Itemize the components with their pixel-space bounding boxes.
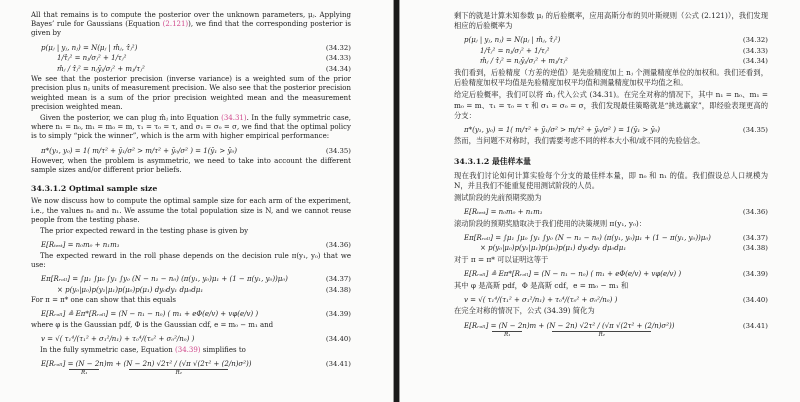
text-run: 剩下的就是计算未知参数 μⱼ 的后验概率，应用高斯分布的贝叶斯规则（公式 (2.121)），我们发现相应的后验概率为: [454, 11, 768, 31]
text-run: simplifies to: [200, 345, 246, 354]
paragraph: [454, 193, 768, 203]
equation-line: [454, 55, 768, 66]
paragraph: [454, 11, 768, 31]
equation-body: p(μⱼ | yⱼ, nⱼ) = N(μⱼ | m̂ⱼ, τ̂ⱼ²): [41, 43, 138, 52]
text-run: 给定后验概率，我们可以将 m̂ⱼ 代入公式 (34.31)。在完全对称的情况下，其中 n₁ = n₀、m₁ = m₀ = m、τ₁ = τ₀ = τ 和 σ₁ = σ₀ = σ，我们发现最佳策略就是“挑选赢家”，即经验表现更高的分支：: [454, 90, 768, 120]
equation-number: (34.36): [325, 241, 351, 250]
paragraph: [31, 296, 351, 305]
page-left-english: [0, 0, 393, 402]
equation-line: [31, 144, 351, 155]
text-run: In the fully symmetric case, Equation: [40, 345, 176, 354]
equation-number: (34.38): [325, 285, 351, 294]
paragraph: [454, 171, 768, 191]
equation-body: m̂ⱼ / τ̂ⱼ² = nⱼȳⱼ/σⱼ² + mⱼ/τⱼ²: [57, 64, 145, 73]
equation-line: [454, 319, 768, 330]
equation-body: 1/τ̂ⱼ² = nⱼ/σⱼ² + 1/τⱼ²: [57, 54, 127, 63]
equation-number: (34.40): [742, 295, 768, 304]
text-run: However, when the problem is asymmetric, we need to take into account the different sample sizes and/or different prior beliefs.: [31, 157, 351, 175]
equation-number: (34.41): [325, 359, 351, 368]
equation-body: E[Rᵣₒₗₗ] = (N − 2n)m + (N − 2n) √2τ² / (√π √(2τ² + (2/n)σ²)): [41, 359, 252, 368]
equation-number: (34.32): [742, 36, 768, 45]
equation-ref-link[interactable]: (34.31): [221, 113, 247, 122]
equation-line: [454, 268, 768, 279]
equation-number: (34.38): [742, 244, 768, 253]
equation-number: (34.39): [325, 310, 351, 319]
equation-block: [31, 308, 351, 319]
paragraph: [31, 321, 351, 330]
equation-number: (34.37): [325, 275, 351, 284]
equation-block: [454, 206, 768, 217]
text-run: . In the fully symmetric case, where n₁ = n₀, m₁ = m₀ = m, τ₁ = τ₀ = τ, and σ₁ = σ₀ = σ, we find that the optimal policy is to simply “pick the winner”, which is the arm with higher empirical performance:: [31, 113, 351, 141]
equation-body: E[Rᵣₒₗₗ] = (N − 2n)m + (N − 2n) √2τ² / (√π √(2τ² + (2/n)σ²)): [464, 321, 675, 330]
text-run: We now discuss how to compute the optimal sample size for each arm of the experiment, i.e., the values n₀ and n₁. We assume the total population size is N, and we cannot reuse people from the testing phase.: [31, 197, 351, 224]
text-run: 然而，当问题不对称时，我们需要考虑不同的样本大小和/或不同的先验信念。: [454, 136, 705, 146]
equation-body: Eπ[Rᵣₒₗₗ] = ∫μ₁ ∫μ₀ ∫y₁ ∫y₀ (N − n₁ − n₀) (π(y₁, y₀)μ₁ + (1 − π(y₁, y₀))μ₀): [41, 275, 288, 284]
paragraph: [31, 197, 351, 225]
equation-body: v = √( τ₁⁴/(τ₁² + σ₁²/n₁) + τ₀⁴/(τ₀² + σ₀²/n₀) ): [464, 295, 618, 304]
equation-line: [31, 62, 351, 73]
text-run: 在完全对称的情况下，公式 (34.39) 简化为: [454, 306, 595, 316]
paragraph: [31, 346, 351, 355]
equation-line: [31, 273, 351, 284]
paragraph: [454, 255, 768, 265]
paragraph: [454, 219, 768, 229]
equation-number: (34.33): [742, 46, 768, 55]
equation-line: [31, 239, 351, 250]
equation-body: Eπ[Rᵣₒₗₗ] = ∫μ₁ ∫μ₀ ∫y₁ ∫y₀ (N − n₁ − n₀) (π(y₁, y₀)μ₁ + (1 − π(y₁, y₀))μ₀): [464, 233, 711, 242]
equation-line: [454, 123, 768, 134]
equation-block: [31, 144, 351, 155]
underbrace-label: R̂₂: [552, 331, 650, 338]
underbrace-label: R̂₁: [492, 331, 522, 338]
equation-line: [454, 206, 768, 217]
equation-number: (34.32): [325, 43, 351, 52]
equation-number: (34.36): [742, 208, 768, 217]
paragraph: [454, 281, 768, 291]
page-divider: [393, 0, 400, 402]
equation-body: π*(y₁, y₀) = 1( m/τ² + ȳ₁/σ² > m/τ² + ȳ₀/σ² ) = 1(ȳ₁ > ȳ₀): [464, 125, 660, 134]
paragraph: [31, 114, 351, 142]
equation-block: [31, 273, 351, 294]
equation-number: (34.34): [325, 64, 351, 73]
equation-line: [31, 41, 351, 52]
text-run: For π = π* one can show that this equals: [31, 296, 176, 305]
text-run: 滚动阶段的预期奖励取决于我们使用的决策规则 π(y₁, y₀)：: [454, 218, 647, 228]
equation-body: π*(y₁, y₀) = 1( m/τ² + ȳ₁/σ² > m/τ² + ȳ₀/σ² ) = 1(ȳ₁ > ȳ₀): [41, 146, 237, 155]
underbrace-labels: [31, 369, 351, 376]
text-run: where φ is the Gaussian pdf, Φ is the Gaussian cdf, e = m₀ − m₁ and: [31, 320, 274, 329]
equation-block: [454, 34, 768, 66]
text-run: 对于 π = π* 可以证明这等于: [454, 254, 549, 264]
text-run: We see that the posterior precision (inverse variance) is a weighted sum of the prior precision plus nⱼ units of measurement precision. We also see that the posterior precision weighted mean is a sum of the prior precision weighted mean and the measurement precision weighted mean.: [31, 75, 351, 111]
equation-line: [31, 283, 351, 294]
equation-block: [454, 293, 768, 304]
equation-number: (34.34): [742, 57, 768, 66]
equation-block: [454, 123, 768, 134]
equation-line: [454, 34, 768, 45]
paragraph: [31, 157, 351, 175]
text-run: The prior expected reward in the testing phase is given by: [40, 227, 249, 236]
page-right-chinese: [400, 0, 800, 402]
equation-number: (34.41): [742, 321, 768, 330]
paragraph: [31, 11, 351, 39]
paragraph: [454, 68, 768, 88]
equation-number: (34.35): [325, 146, 351, 155]
equation-body: × p(y₀|μ₀)p(y₁|μ₁)p(μ₀)p(μ₁) dy₀dy₁ dμ₀dμ₁: [57, 285, 204, 294]
equation-body: E[Rₜₑₛₜ] = n₀m₀ + n₁m₁: [41, 241, 120, 250]
equation-number: (34.37): [742, 233, 768, 242]
equation-body: E[Rᵣₒₗₗ] ≜ Eπ*[Rᵣₒₗₗ] = (N − n₁ − n₀) ( m₁ + eΦ(e/v) + vφ(e/v) ): [41, 310, 259, 319]
equation-line: [31, 52, 351, 63]
equation-number: (34.33): [325, 54, 351, 63]
text-run: 测试阶段的先前预期奖励为: [454, 193, 542, 203]
equation-body: E[Rᵣₒₗₗ] ≜ Eπ*[Rᵣₒₗₗ] = (N − n₁ − n₀) ( m₁ + eΦ(e/v) + vφ(e/v) ): [464, 270, 682, 279]
equation-block: [31, 333, 351, 344]
paragraph: [454, 306, 768, 316]
equation-line: [31, 308, 351, 319]
paragraph: [31, 252, 351, 270]
equation-line: [31, 357, 351, 368]
equation-line: [454, 44, 768, 55]
equation-ref-link[interactable]: (2.121): [162, 20, 189, 29]
equation-body: p(μⱼ | yⱼ, nⱼ) = N(μⱼ | m̂ⱼ, τ̂ⱼ²): [464, 36, 561, 45]
underbrace-labels: [454, 331, 768, 338]
equation-ref-link[interactable]: (34.39): [175, 345, 201, 354]
paragraph: [454, 136, 768, 146]
equation-body: 1/τ̂ⱼ² = nⱼ/σⱼ² + 1/τⱼ²: [480, 46, 550, 55]
equation-line: [454, 293, 768, 304]
text-run: 我们看到，后验精度（方差的逆值）是先验精度加上 nⱼ 个测量精度单位的加权和。我们还看到，后验精度加权平均值是先验精度加权平均值和测量精度加权平均值之和。: [454, 67, 768, 88]
paragraph: [454, 90, 768, 121]
equation-block: [454, 268, 768, 279]
section-heading: 34.3.1.2 Optimal sample size: [31, 184, 158, 194]
equation-block: [31, 239, 351, 250]
equation-body: m̂ⱼ / τ̂ⱼ² = nⱼȳⱼ/σⱼ² + mⱼ/τⱼ²: [480, 57, 568, 66]
equation-line: [454, 231, 768, 242]
text-run: The expected reward in the roll phase depends on the decision rule π(y₁, y₀) that we use:: [31, 251, 351, 269]
equation-body: × p(y₀|μ₀)p(y₁|μ₁)p(μ₀)p(μ₁) dy₀dy₁ dμ₀dμ₁: [480, 244, 627, 253]
equation-body: v = √( τ₁⁴/(τ₁² + σ₁²/n₁) + τ₀⁴/(τ₀² + σ₀²/n₀) ): [41, 335, 195, 344]
underbrace-label: R̂₂: [129, 369, 227, 376]
equation-line: [31, 333, 351, 344]
paragraph: [31, 227, 351, 236]
equation-body: E[Rₜₑₛₜ] = n₀m₀ + n₁m₁: [464, 208, 543, 217]
equation-number: (34.35): [742, 125, 768, 134]
equation-block: [454, 231, 768, 252]
equation-block: [454, 319, 768, 338]
equation-number: (34.40): [325, 335, 351, 344]
underbrace-label: R̂₁: [69, 369, 99, 376]
paragraph: [31, 75, 351, 112]
equation-line: [454, 242, 768, 253]
section-heading: 34.3.1.2 最佳样本量: [454, 156, 531, 166]
text-run: 现在我们讨论如何计算实验每个分支的最佳样本量，即 n₀ 和 n₁ 的值。我们假设总人口规模为 N，并且我们不能重复使用测试阶段的人员。: [454, 170, 768, 190]
text-run: 其中 φ 是高斯 pdf，Φ 是高斯 cdf，e = m₀ − m₁ 和: [454, 280, 629, 290]
equation-number: (34.39): [742, 270, 768, 279]
text-run: Given the posterior, we can plug m̂ⱼ into Equation: [40, 113, 222, 122]
text-run: ), we find that the corresponding posterior is given by: [31, 20, 351, 38]
equation-block: [31, 357, 351, 376]
equation-block: [31, 41, 351, 73]
text-run: All that remains is to compute the posterior over the unknown parameters, μⱼ. Applying Bayes’ rule for Gaussians (Equation: [31, 11, 351, 29]
